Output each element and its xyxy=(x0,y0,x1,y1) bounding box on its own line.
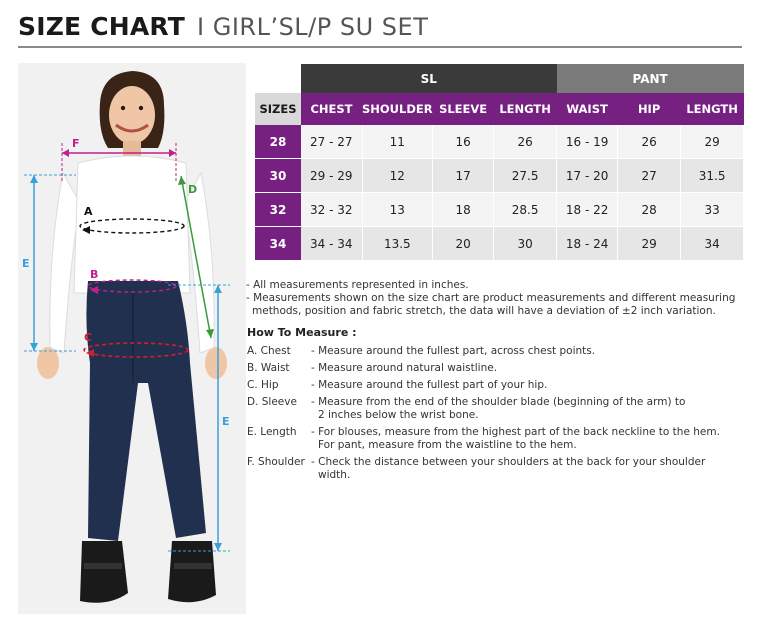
label-a: A xyxy=(84,205,93,218)
table-row xyxy=(255,227,744,261)
pant-length-cell: 29 xyxy=(681,125,744,159)
measure-desc xyxy=(311,456,751,481)
table-row xyxy=(255,125,744,159)
size-cell: 28 xyxy=(255,125,301,159)
group-header-row xyxy=(255,64,744,93)
pant-length-cell: 34 xyxy=(681,227,744,261)
measure-label: D. Sleeve xyxy=(247,396,297,408)
measure-desc-line2: width. xyxy=(318,468,351,481)
group-header-sl: SL xyxy=(301,64,557,93)
col-header-top-length: LENGTH xyxy=(494,93,557,125)
measure-desc xyxy=(311,396,751,421)
model-illustration xyxy=(18,63,246,614)
top-length-cell: 28.5 xyxy=(494,193,557,227)
measure-item-shoulder xyxy=(247,456,752,483)
pant-length-cell: 31.5 xyxy=(681,159,744,193)
label-c: C xyxy=(84,331,93,344)
model-photo xyxy=(18,63,246,614)
measure-label: F. Shoulder xyxy=(247,456,305,468)
note-deviation-line1: - Measurements shown on the size chart are product measurements and different measuring xyxy=(246,292,736,304)
hip-cell: 26 xyxy=(618,125,681,159)
measure-desc-line1: - Measure from the end of the shoulder blade (beginning of the arm) to xyxy=(311,396,686,408)
col-header-sizes: SIZES xyxy=(255,93,301,125)
top-length-cell: 27.5 xyxy=(494,159,557,193)
shoulder-cell: 13.5 xyxy=(362,227,433,261)
sleeve-cell: 17 xyxy=(433,159,494,193)
label-b: B xyxy=(90,268,99,281)
chest-cell: 32 - 32 xyxy=(301,193,362,227)
shoulder-cell: 12 xyxy=(362,159,433,193)
col-header-pant-length: LENGTH xyxy=(681,93,744,125)
measure-label: C. Hip xyxy=(247,379,279,391)
col-header-shoulder: SHOULDER xyxy=(362,93,433,125)
measure-desc-line2: For pant, measure from the waistline to the hem. xyxy=(318,438,577,451)
col-header-waist: WAIST xyxy=(557,93,618,125)
chest-cell: 27 - 27 xyxy=(301,125,362,159)
hip-cell: 27 xyxy=(618,159,681,193)
label-e-bottom: E xyxy=(222,415,230,428)
measure-label: E. Length xyxy=(247,426,297,438)
sleeve-cell: 16 xyxy=(433,125,494,159)
measure-desc-line1: - Check the distance between your shoulders at the back for your shoulder xyxy=(311,456,706,468)
table-row xyxy=(255,159,744,193)
sleeve-cell: 20 xyxy=(433,227,494,261)
group-header-empty xyxy=(255,64,301,93)
top-length-cell: 26 xyxy=(494,125,557,159)
top-length-cell: 30 xyxy=(494,227,557,261)
label-d: D xyxy=(188,183,198,196)
label-f: F xyxy=(72,137,80,150)
size-cell: 34 xyxy=(255,227,301,261)
measure-label: B. Waist xyxy=(247,362,290,374)
waist-cell: 16 - 19 xyxy=(557,125,618,159)
measure-item-sleeve xyxy=(247,396,752,423)
size-cell: 32 xyxy=(255,193,301,227)
pant-length-cell: 33 xyxy=(681,193,744,227)
measure-desc: - Measure around natural waistline. xyxy=(311,362,498,374)
chest-cell: 29 - 29 xyxy=(301,159,362,193)
waist-cell: 18 - 24 xyxy=(557,227,618,261)
table-row xyxy=(255,193,744,227)
sleeve-cell: 18 xyxy=(433,193,494,227)
note-deviation-line2: methods, position and fabric stretch, the data will have a deviation of ±2 inch variation. xyxy=(252,305,716,317)
shoulder-cell: 11 xyxy=(362,125,433,159)
how-to-measure-heading: How To Measure : xyxy=(247,326,357,339)
hip-cell: 29 xyxy=(618,227,681,261)
shoulder-cell: 13 xyxy=(362,193,433,227)
measurement-notes xyxy=(246,279,751,318)
measure-label: A. Chest xyxy=(247,345,291,357)
chest-cell: 34 - 34 xyxy=(301,227,362,261)
label-e-top: E xyxy=(22,257,30,270)
size-chart-title: SIZE CHART xyxy=(18,12,186,41)
measure-item-waist xyxy=(247,362,752,376)
col-header-hip: HIP xyxy=(618,93,681,125)
hip-cell: 28 xyxy=(618,193,681,227)
title-divider xyxy=(18,46,742,48)
measure-desc-line2: 2 inches below the wrist bone. xyxy=(318,408,479,421)
note-units: - All measurements represented in inches. xyxy=(246,279,469,291)
measure-item-chest xyxy=(247,345,752,359)
col-header-chest: CHEST xyxy=(301,93,362,125)
measure-desc: - Measure around the fullest part of your hip. xyxy=(311,379,548,391)
col-header-sleeve: SLEEVE xyxy=(433,93,494,125)
waist-cell: 17 - 20 xyxy=(557,159,618,193)
page-title xyxy=(18,12,428,44)
group-header-pant: PANT xyxy=(557,64,744,93)
measure-item-length xyxy=(247,426,752,453)
measure-desc: - Measure around the fullest part, across chest points. xyxy=(311,345,596,357)
measure-desc-line1: - For blouses, measure from the highest part of the back neckline to the hem. xyxy=(311,426,720,438)
size-cell: 30 xyxy=(255,159,301,193)
product-subtitle: I GIRL’SL/P SU SET xyxy=(197,13,429,41)
measure-desc xyxy=(311,426,751,451)
column-header-row xyxy=(255,93,744,125)
measure-item-hip xyxy=(247,379,752,393)
waist-cell: 18 - 22 xyxy=(557,193,618,227)
size-table xyxy=(255,64,744,261)
